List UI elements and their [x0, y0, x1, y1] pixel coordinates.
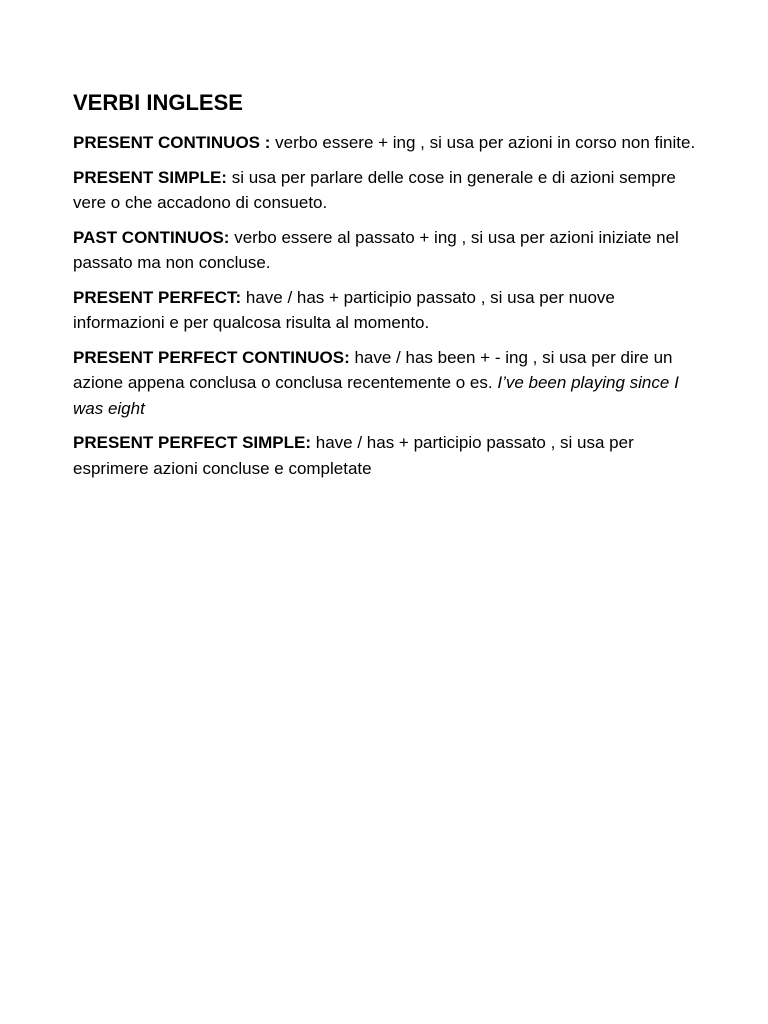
entry-text: have / has + participio passato , si usa per nuove informazioni e per qualcosa risulta al momento. — [73, 287, 615, 332]
document-title: VERBI INGLESE — [73, 90, 243, 115]
entry-term: PRESENT CONTINUOS : — [73, 133, 271, 152]
entry-text: si usa per parlare delle cose in generale e di azioni sempre vere o che accadono di consueto. — [73, 167, 676, 212]
entry-text: verbo essere + ing , si usa per azioni in corso non finite. — [270, 133, 696, 152]
entry-text: have / has + participio passato , si usa per esprimere azioni concluse e completate — [73, 433, 634, 478]
entry-term: PRESENT PERFECT CONTINUOS: — [73, 347, 350, 367]
entry-term: PRESENT SIMPLE: — [73, 167, 227, 187]
entry-present-perfect — [73, 285, 703, 336]
entry-present-perfect-simple — [73, 430, 703, 481]
entry-present-continuos — [73, 130, 703, 156]
document-page — [73, 88, 703, 490]
entry-term: PRESENT PERFECT SIMPLE: — [73, 433, 312, 452]
entry-present-simple — [73, 165, 703, 216]
entry-example: I’ve been playing since I was eight — [73, 373, 679, 418]
entry-text: have / has been + - ing , si usa per dire un azione appena conclusa o conclusa recentemente o es. — [73, 347, 673, 392]
entry-term: PAST CONTINUOS: — [73, 227, 230, 247]
entry-term: PRESENT PERFECT: — [73, 287, 242, 307]
entry-present-perfect-continuos — [73, 345, 703, 422]
entry-past-continuos — [73, 225, 703, 276]
entry-text: verbo essere al passato + ing , si usa per azioni iniziate nel passato ma non concluse. — [73, 227, 679, 272]
